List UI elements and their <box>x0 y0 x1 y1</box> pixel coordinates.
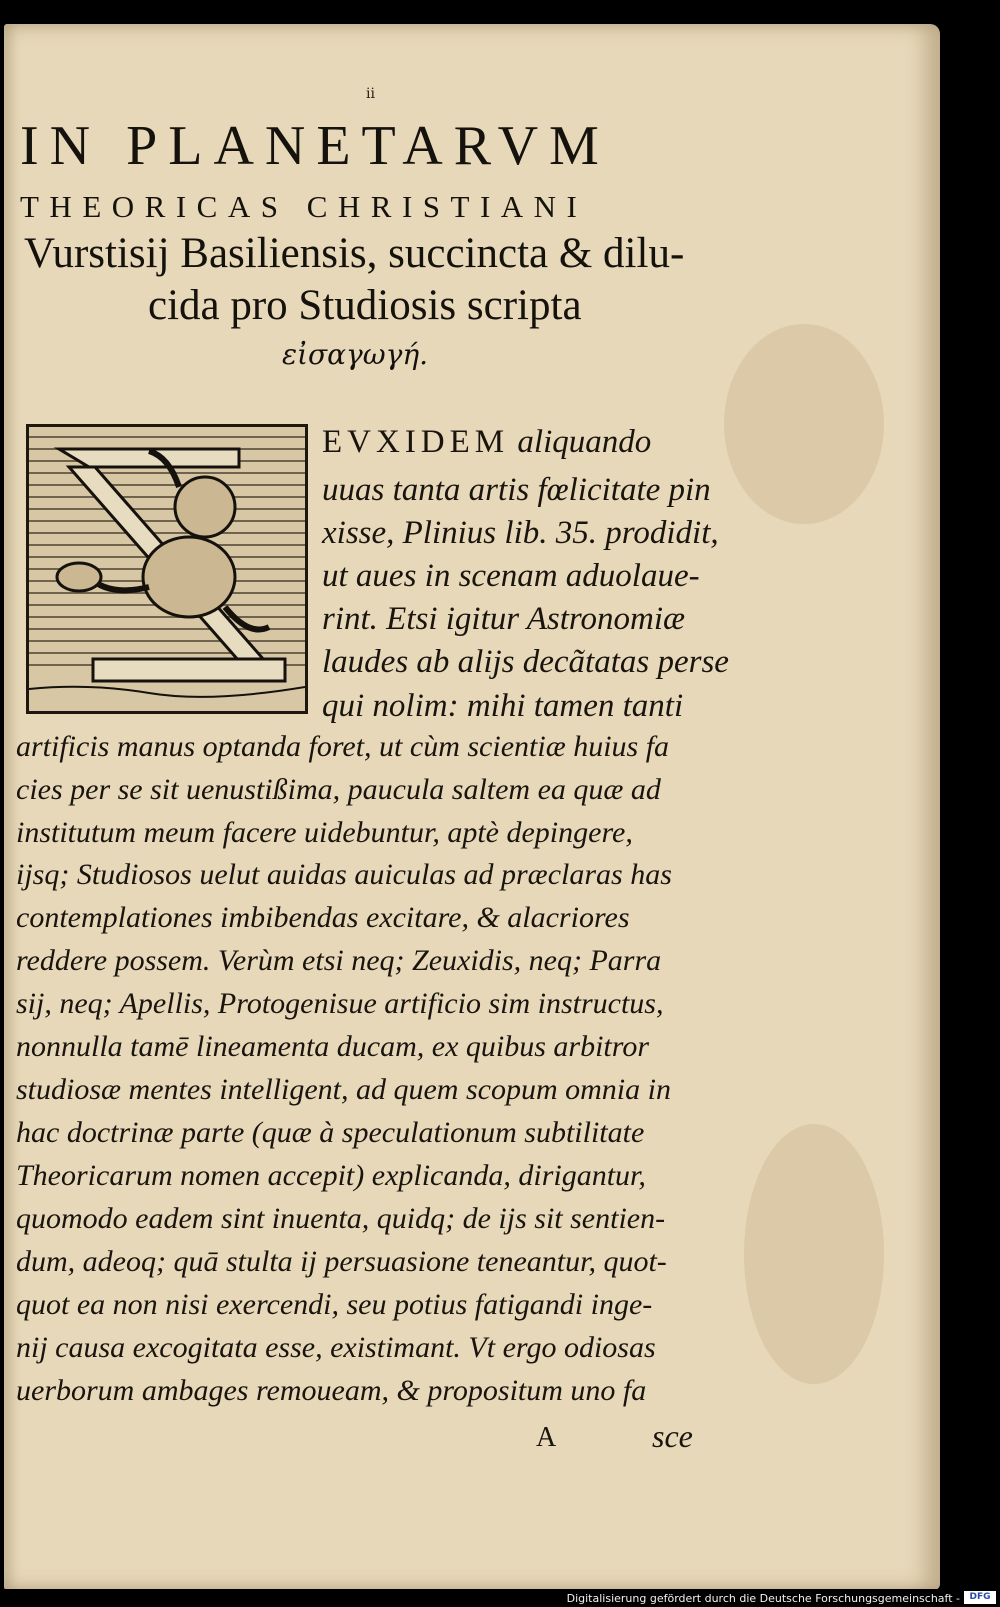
body-line-19: quomodo eadem sint inuenta, quidq; de ijs sit sentien- <box>16 1202 666 1235</box>
title-line-3: Vurstisij Basiliensis, succincta & dilu- <box>24 230 685 277</box>
woodcut-initial-illustration <box>29 427 305 711</box>
paper-stain <box>724 324 884 524</box>
body-line-1 <box>322 426 651 459</box>
title-line-4: cida pro Studiosis scripta <box>148 282 582 329</box>
body-line-5: rint. Etsi igitur Astronomiæ <box>322 601 686 637</box>
catchword: sce <box>652 1418 693 1454</box>
body-line-2: uuas tanta artis fœlicitate pin <box>322 472 711 508</box>
paper-stain <box>744 1124 884 1384</box>
title-line-1: IN PLANETARVM <box>20 115 610 177</box>
title-line-2: THEORICAS CHRISTIANI <box>20 189 588 224</box>
body-line-21: quot ea non nisi exercendi, seu potius fatigandi inge- <box>16 1288 653 1321</box>
body-line-13: reddere possem. Verùm etsi neq; Zeuxidis, neq; Parra <box>16 944 662 977</box>
body-line-22: nij causa excogitata esse, existimant. Vt ergo odiosas <box>16 1331 656 1364</box>
body-line-3: xisse, Plinius lib. 35. prodidit, <box>322 515 719 551</box>
body-line-11: ijsq; Studiosos uelut auidas auiculas ad præclaras has <box>16 858 672 891</box>
body-line-20: dum, adeoq; quā stulta ij persuasione teneantur, quot- <box>16 1245 667 1278</box>
body-line-9: cies per se sit uenustißima, paucula saltem ea quæ ad <box>16 773 661 806</box>
page-signature-mark: ii <box>366 86 375 102</box>
digitization-banner-text: Digitalisierung gefördert durch die Deutsche Forschungsgemeinschaft - <box>566 1592 960 1605</box>
body-line-12: contemplationes imbibendas excitare, & alacriores <box>16 901 630 934</box>
body-line-14: sij, neq; Apellis, Protogenisue artificio sim instructus, <box>16 987 664 1020</box>
body-line-23: uerborum ambages remoueam, & propositum uno fa <box>16 1374 647 1407</box>
signature-mark: A <box>536 1422 557 1453</box>
body-line-6: laudes ab alijs decãtatas persе <box>322 644 729 680</box>
dfg-logo: DFG <box>964 1591 996 1604</box>
drop-cap-continuation: EVXIDEM <box>322 424 510 460</box>
body-line-15: nonnulla tamē lineamenta ducam, ex quibus arbitror <box>16 1030 649 1063</box>
body-line-text: aliquando <box>509 424 652 460</box>
body-line-4: ut aues in scenam aduolaue- <box>322 558 700 594</box>
body-line-10: institutum meum facere uidebuntur, aptè depingere, <box>16 816 633 849</box>
body-line-7: qui nolim: mihi tamen tanti <box>322 688 684 724</box>
body-line-16: studiosæ mentes intelligent, ad quem scopum omnia in <box>16 1073 671 1106</box>
body-line-17: hac doctrinæ parte (quæ à speculationum subtilitate <box>16 1116 645 1149</box>
body-line-18: Theoricarum nomen accepit) explicanda, dirigantur, <box>16 1159 646 1192</box>
title-greek-word: εἰσαγωγή. <box>282 338 429 371</box>
woodcut-initial-letter <box>26 424 308 714</box>
body-line-8: artificis manus optanda foret, ut cùm scientiæ huius fa <box>16 730 670 763</box>
